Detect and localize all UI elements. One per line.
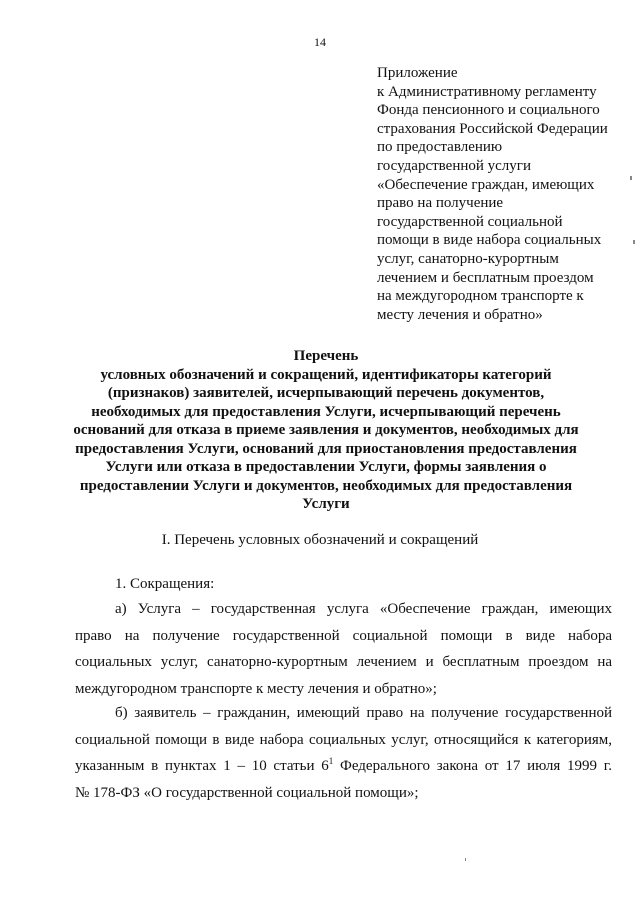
item-b-line: № 178-ФЗ «О государственной социальной помощи»; <box>75 784 419 801</box>
item-a-line: социальных услуг, санаторно-курортным лечением и бесплатным проездом на <box>75 654 612 670</box>
item-b-paragraph <box>75 700 612 806</box>
document-title <box>60 347 592 514</box>
title-line: Услуги или отказа в предоставлении Услуги, формы заявления о <box>105 459 547 475</box>
appendix-line: Приложение <box>377 65 458 81</box>
appendix-line: по предоставлению <box>377 139 503 156</box>
appendix-line: к Административному регламенту <box>377 83 597 100</box>
title-line: предоставлении Услуги и документов, необходимых для предоставления <box>79 477 573 494</box>
title-line: необходимых для предоставления Услуги, исчерпывающий перечень <box>91 403 561 420</box>
appendix-line: государственной социальной <box>377 213 563 230</box>
title-line: (признаков) заявителей, исчерпывающий перечень документов, <box>107 385 545 401</box>
appendix-line: месту лечения и обратно» <box>377 306 543 323</box>
article-superscript: 1 <box>328 756 334 766</box>
item-a-line: право на получение государственной социальной помощи в виде набора <box>75 627 612 644</box>
appendix-line: право на получение <box>377 195 504 212</box>
scan-speck <box>633 240 635 244</box>
abbreviations-paragraph <box>75 571 612 598</box>
item-a-line: а) Услуга – государственная услуга «Обеспечение граждан, имеющих <box>115 601 612 617</box>
page-number: 14 <box>314 35 326 49</box>
title-line: Перечень <box>293 348 359 364</box>
item-a-line: междугородном транспорте к месту лечения и обратно»; <box>75 680 437 697</box>
title-line: условных обозначений и сокращений, идентификаторы категорий <box>100 366 552 383</box>
abbreviations-label: 1. Сокращения: <box>115 576 215 592</box>
title-line: оснований для отказа в приеме заявления и документов, необходимых для <box>73 422 579 438</box>
item-b-line-text: Федерального закона от 17 июля 1999 г. <box>333 758 612 774</box>
appendix-line: «Обеспечение граждан, имеющих <box>377 176 595 193</box>
appendix-line: страхования Российской Федерации <box>377 120 608 137</box>
appendix-line: помощи в виде набора социальных <box>377 232 602 249</box>
item-a-paragraph <box>75 596 612 702</box>
scan-speck <box>465 858 466 861</box>
appendix-line: на междугородном транспорте к <box>377 288 584 305</box>
title-line: предоставления Услуги, оснований для приостановления предоставления <box>75 440 577 457</box>
title-line: Услуги <box>302 496 350 512</box>
scan-speck <box>630 176 632 180</box>
item-b-line: социальной помощи в виде набора социальных услуг, относящийся к категориям, <box>75 731 612 748</box>
appendix-line: лечением и бесплатным проездом <box>377 269 594 286</box>
appendix-line: государственной услуги <box>377 157 531 174</box>
item-b-line <box>75 753 612 780</box>
item-b-line-text: указанным в пунктах 1 – 10 статьи 6 <box>75 758 329 774</box>
section-heading: I. Перечень условных обозначений и сокращений <box>161 532 479 548</box>
item-b-line: б) заявитель – гражданин, имеющий право на получение государственной <box>115 705 612 721</box>
appendix-line: услуг, санаторно-курортным <box>377 250 559 267</box>
appendix-header <box>377 64 627 324</box>
appendix-line: Фонда пенсионного и социального <box>377 102 600 119</box>
